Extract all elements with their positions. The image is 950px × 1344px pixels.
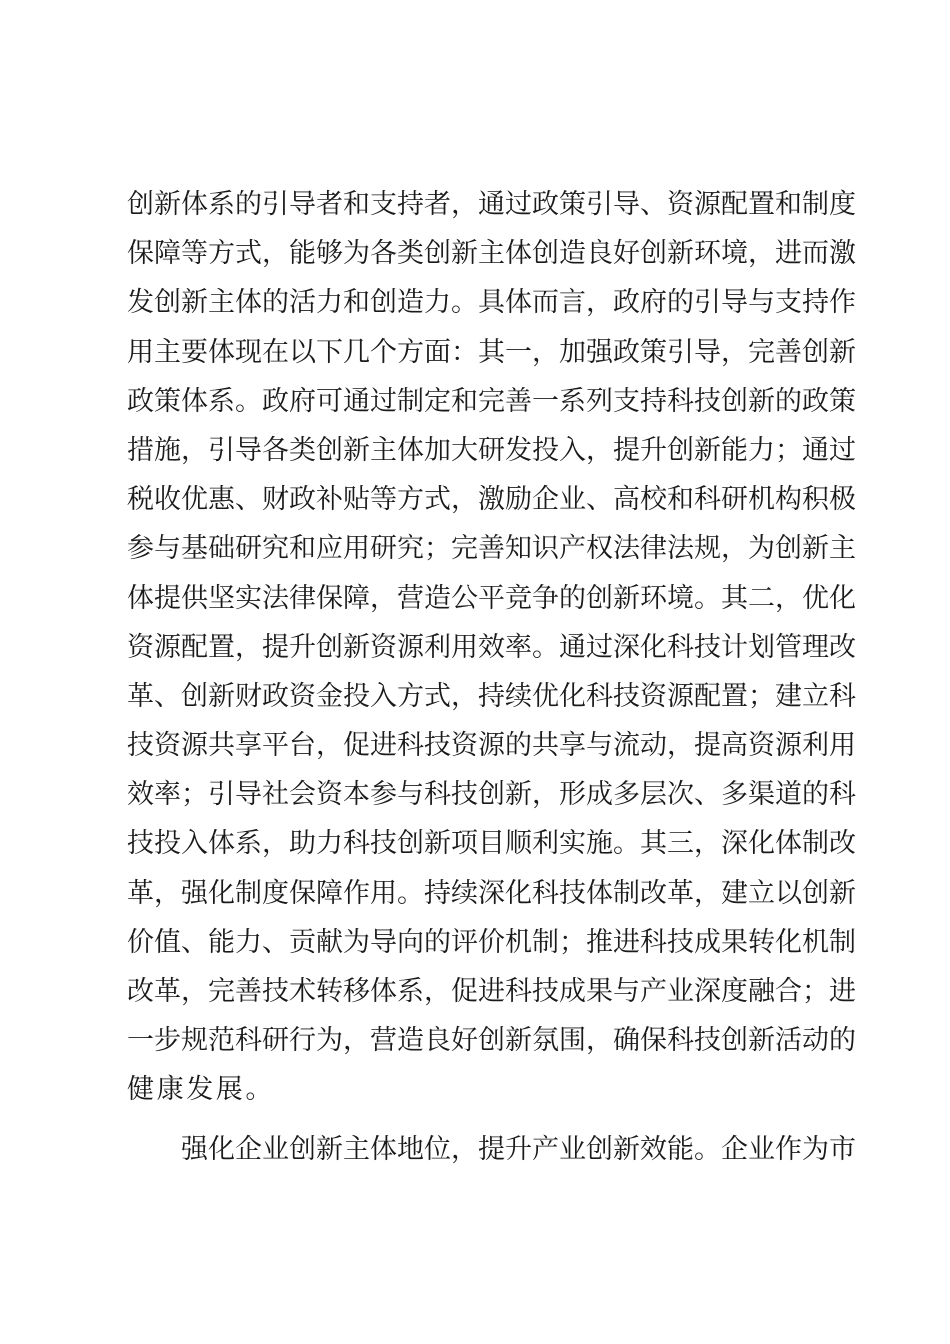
- text-line: 价值、能力、贡献为导向的评价机制；推进科技成果转化机制: [127, 926, 856, 958]
- paragraph-gap: [127, 1115, 837, 1125]
- text-line: 一步规范科研行为，营造良好创新氛围，确保科技创新活动的: [127, 1025, 856, 1057]
- text-line: 发创新主体的活力和创造力。具体而言，政府的引导与支持作: [127, 287, 856, 319]
- paragraph-2: [127, 1125, 856, 1174]
- text-line: 革、创新财政资金投入方式，持续优化科技资源配置；建立科: [127, 680, 856, 712]
- text-line: 革，强化制度保障作用。持续深化科技体制改革，建立以创新: [127, 877, 856, 909]
- text-line: 税收优惠、财政补贴等方式，激励企业、高校和科研机构积极: [127, 484, 856, 516]
- text-line: 体提供坚实法律保障，营造公平竞争的创新环境。其二，优化: [127, 582, 856, 614]
- text-line-last: 健康发展。: [127, 1074, 275, 1106]
- text-line: 保障等方式，能够为各类创新主体创造良好创新环境，进而激: [127, 238, 856, 270]
- text-line: 创新体系的引导者和支持者，通过政策引导、资源配置和制度: [127, 189, 856, 220]
- text-line: 政策体系。政府可通过制定和完善一系列支持科技创新的政策: [127, 385, 856, 417]
- text-line: 效率；引导社会资本参与科技创新，形成多层次、多渠道的科: [127, 779, 856, 811]
- text-line: 参与基础研究和应用研究；完善知识产权法律法规，为创新主: [127, 533, 856, 565]
- text-line: 资源配置，提升创新资源利用效率。通过深化科技计划管理改: [127, 631, 856, 663]
- text-line-indented: 强化企业创新主体地位，提升产业创新效能。企业作为市: [181, 1133, 856, 1165]
- text-line: 用主要体现在以下几个方面：其一，加强政策引导，完善创新: [127, 336, 856, 368]
- text-line: 技投入体系，助力科技创新项目顺利实施。其三，深化体制改: [127, 828, 856, 860]
- text-line: 技资源共享平台，促进科技资源的共享与流动，提高资源利用: [127, 730, 856, 762]
- text-line: 改革，完善技术转移体系，促进科技成果与产业深度融合；进: [127, 976, 856, 1007]
- body-text: [127, 180, 856, 1174]
- text-line: 措施，引导各类创新主体加大研发投入，提升创新能力；通过: [127, 434, 856, 466]
- paragraph-1: [127, 180, 856, 1115]
